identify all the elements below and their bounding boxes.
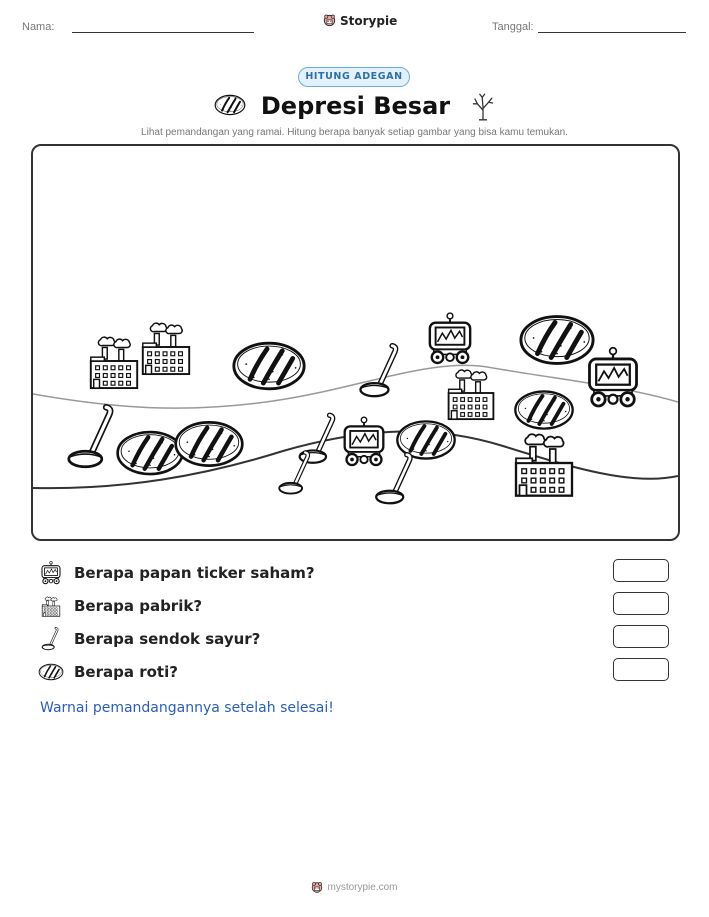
page-title-text: Depresi Besar bbox=[260, 92, 451, 120]
name-label: Nama: bbox=[22, 21, 55, 33]
answer-box[interactable] bbox=[613, 559, 669, 582]
stock-ticker-icon bbox=[589, 348, 636, 406]
coloring-note: Warnai pemandangannya setelah selesai! bbox=[40, 700, 334, 716]
brand-logo bbox=[323, 13, 397, 28]
page-title bbox=[0, 92, 709, 122]
question-row bbox=[38, 594, 202, 618]
scene-drawing bbox=[33, 146, 678, 539]
question-text: Berapa roti? bbox=[74, 663, 178, 681]
bare-tree-icon bbox=[471, 92, 495, 122]
bread-icon bbox=[176, 422, 243, 465]
answer-box[interactable] bbox=[613, 592, 669, 615]
answer-box[interactable] bbox=[613, 625, 669, 648]
bread-icon bbox=[38, 660, 64, 684]
counting-scene bbox=[31, 144, 680, 541]
question-text: Berapa sendok sayur? bbox=[74, 630, 261, 648]
brand-name: Storypie bbox=[340, 13, 398, 28]
factory-icon bbox=[38, 594, 64, 618]
activity-badge: HITUNG ADEGAN bbox=[298, 67, 410, 87]
instructions: Lihat pemandangan yang ramai. Hitung berapa banyak setiap gambar yang bisa kamu temukan. bbox=[141, 127, 568, 138]
bread-icon bbox=[214, 93, 246, 117]
ladle-icon bbox=[69, 407, 110, 466]
question-row bbox=[38, 627, 260, 651]
question-text: Berapa pabrik? bbox=[74, 597, 203, 615]
factory-icon bbox=[143, 323, 189, 374]
factory-icon bbox=[449, 370, 494, 419]
question-text: Berapa papan ticker saham? bbox=[74, 564, 315, 582]
site-footer bbox=[0, 881, 709, 894]
date-label: Tanggal: bbox=[492, 21, 534, 33]
storypie-mascot-icon bbox=[311, 881, 323, 894]
bread-icon bbox=[118, 432, 183, 474]
factory-icon bbox=[91, 337, 137, 388]
ladle-icon bbox=[38, 627, 64, 651]
bread-icon bbox=[515, 391, 572, 428]
answer-box[interactable] bbox=[613, 658, 669, 681]
bread-icon bbox=[234, 343, 304, 389]
date-field-line[interactable] bbox=[538, 32, 686, 33]
bread-icon bbox=[521, 317, 593, 364]
stock-ticker-icon bbox=[430, 313, 470, 363]
question-row bbox=[38, 561, 315, 585]
stock-ticker-icon bbox=[345, 417, 384, 465]
factory-icon bbox=[516, 434, 572, 495]
storypie-mascot-icon bbox=[323, 13, 336, 28]
stock-ticker-icon bbox=[38, 561, 64, 585]
name-field-line[interactable] bbox=[72, 32, 254, 33]
question-row bbox=[38, 660, 178, 684]
ladle-icon bbox=[360, 346, 395, 396]
site-url: mystorypie.com bbox=[327, 882, 398, 893]
